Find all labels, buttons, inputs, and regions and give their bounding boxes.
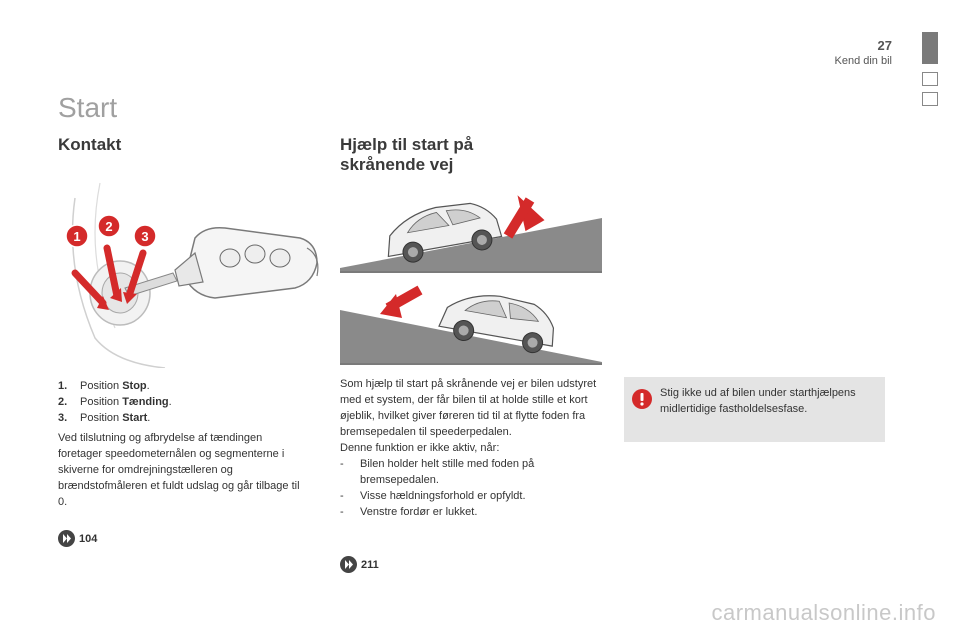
list-item: - Bilen holder helt stille med foden på bremsepedalen.: [340, 458, 535, 486]
kontakt-heading: Kontakt: [58, 135, 122, 154]
list-item: 2. Position Tænding.: [58, 396, 172, 408]
section-tab-square-1: [922, 72, 938, 86]
page-ref-icon: [58, 530, 75, 547]
section-name: Kend din bil: [834, 55, 892, 67]
page-ref-icon: [340, 556, 357, 573]
hill-start-page-ref[interactable]: 211: [340, 556, 379, 573]
hill-start-conditions: [340, 456, 598, 520]
list-item: 3. Position Start.: [58, 412, 151, 424]
uphill-car-illustration: [340, 188, 602, 273]
hill-start-inactive-label: Denne funktion er ikke aktiv, når:: [340, 442, 500, 454]
warning-text: Stig ikke ud af bilen under starthjælpens midlertidige fastholdelsesfase.: [660, 387, 856, 415]
hill-start-body: [340, 376, 598, 520]
ignition-key-illustration: [55, 178, 327, 368]
list-item: - Venstre fordør er lukket.: [340, 506, 478, 518]
callout-3: 3: [141, 229, 149, 244]
hill-start-heading: Hjælp til start på skrånende vej: [340, 135, 474, 174]
kontakt-page-ref[interactable]: 104: [58, 530, 97, 547]
page-number: 27: [877, 38, 892, 53]
downhill-car-illustration: [340, 280, 602, 365]
ignition-positions-list: [58, 378, 172, 426]
kontakt-body-text: Ved tilslutning og afbrydelse af tændingen foretager speedometernålen og segmenterne i skiverne for omdrejningstælleren og brændstofmåleren et fuldt udslag og går tilbage til 0.: [58, 432, 300, 508]
warning-box: [624, 377, 885, 442]
callout-1: 1: [73, 229, 81, 244]
section-tab-block: [922, 32, 938, 64]
section-tab-square-2: [922, 92, 938, 106]
list-item: 1. Position Stop.: [58, 380, 150, 392]
page-title: Start: [58, 92, 118, 123]
callout-2: 2: [105, 219, 113, 234]
list-item: - Visse hældningsforhold er opfyldt.: [340, 490, 526, 502]
warning-icon: [632, 389, 652, 409]
watermark: carmanualsonline.info: [711, 600, 936, 625]
hill-start-intro: Som hjælp til start på skrånende vej er bilen udstyret med et system, der får bilen til at holde stille et kort øjeblik, hvilket giver føreren tid til at flytte foden fra bremsepedalen til speederpedalen.: [340, 378, 597, 438]
